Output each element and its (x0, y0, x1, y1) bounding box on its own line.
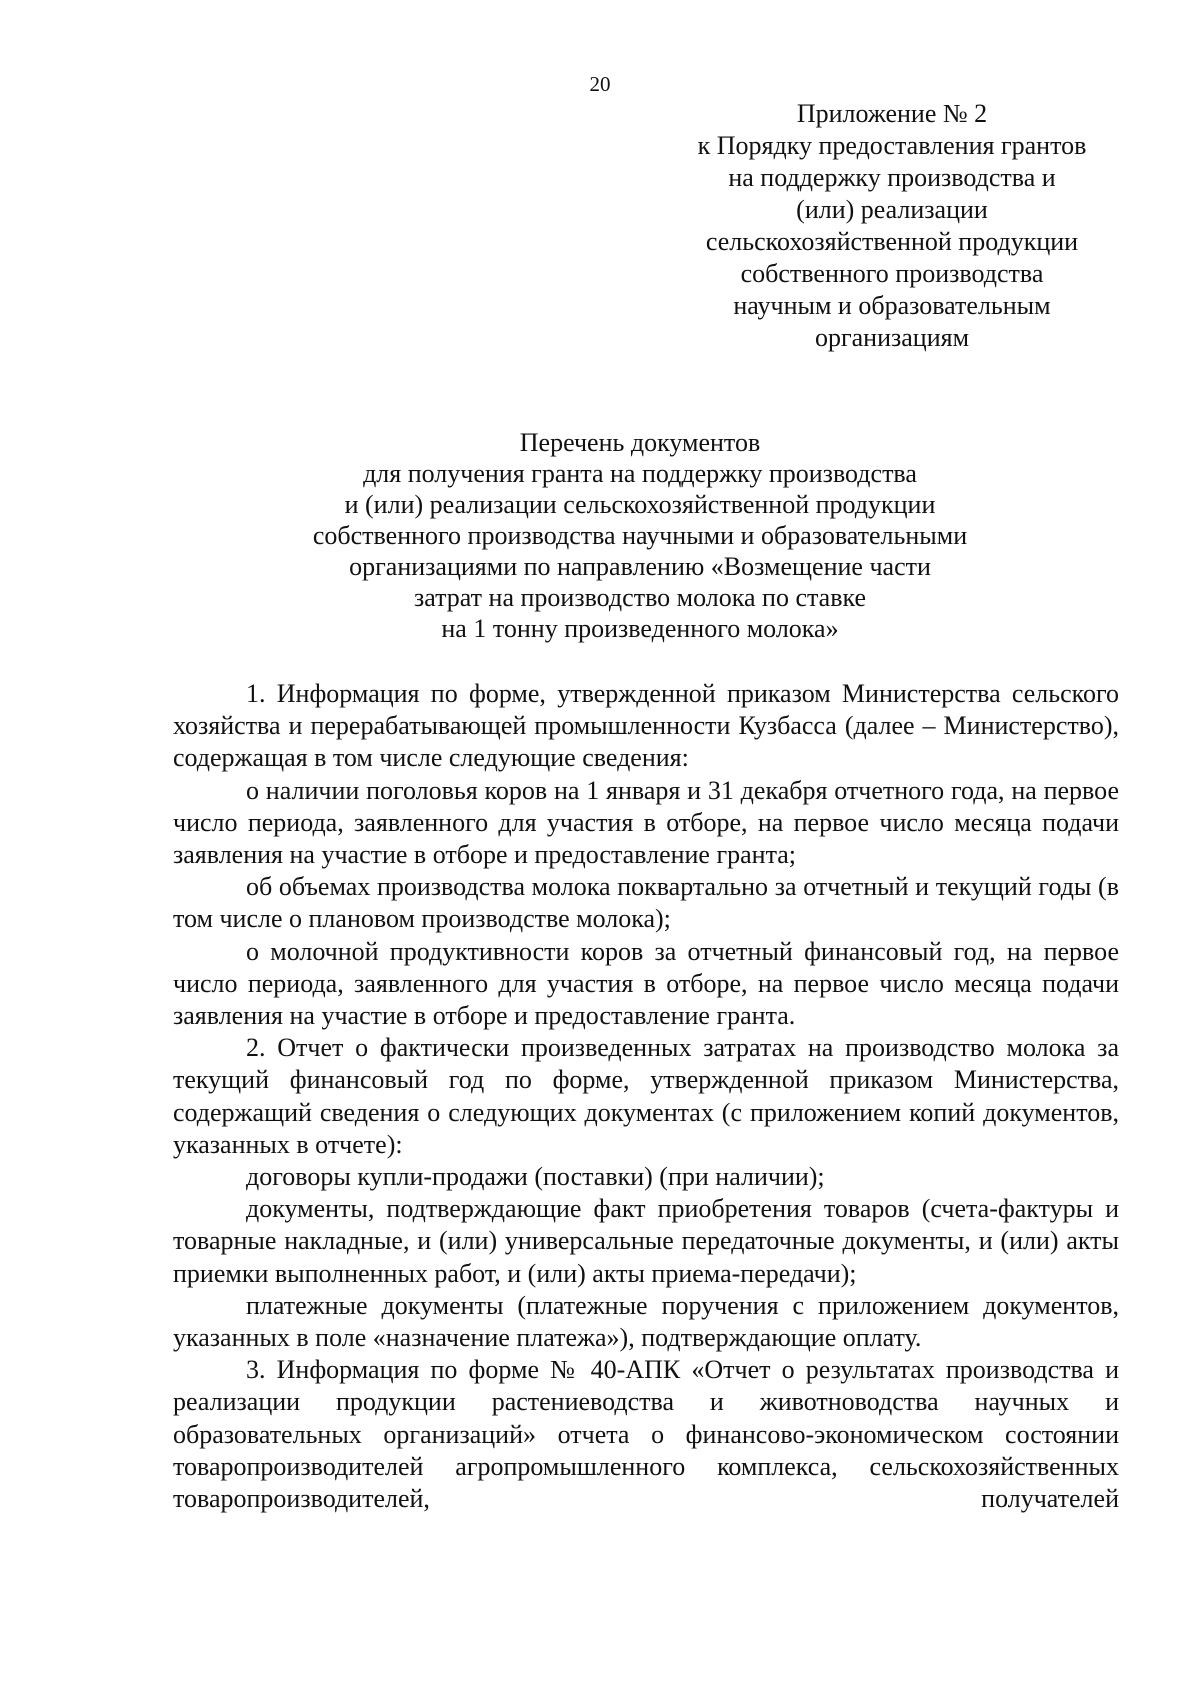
document-title (190, 427, 1090, 644)
appendix-line: научным и образовательным (733, 291, 1051, 320)
title-line: собственного производства научными и образовательными (312, 521, 968, 550)
title-line: для получения гранта на поддержку производства (363, 459, 917, 488)
appendix-line: на поддержку производства и (728, 163, 1056, 192)
title-line: затрат на производство молока по ставке (413, 583, 867, 612)
paragraph-milk-volume: об объемах производства молока поквартально за отчетный и текущий годы (в том числе о плановом производстве молока); (173, 872, 1119, 934)
appendix-line: собственного производства (740, 259, 1044, 288)
title-line: Перечень документов (519, 428, 761, 457)
title-line: организациями по направлению «Возмещение части (349, 552, 931, 581)
appendix-line: (или) реализации (796, 195, 988, 224)
title-line: и (или) реализации сельскохозяйственной продукции (344, 490, 936, 519)
appendix-line: сельскохозяйственной продукции (705, 227, 1079, 256)
appendix-line: Приложение № 2 (796, 99, 988, 128)
paragraph-payment-docs: платежные документы (платежные поручения с приложением документов, указанных в поле «назначение платежа»), подтверждающие оплату. (173, 1290, 1119, 1353)
title-line: на 1 тонну произведенного молока» (441, 614, 839, 643)
appendix-line: организациям (814, 323, 970, 352)
paragraph-contracts: договоры купли-продажи (поставки) (при наличии); (246, 1162, 825, 1192)
paragraph-milk-productivity: о молочной продуктивности коров за отчетный финансовый год, на первое число периода, заявленного для участия в отборе, на первое число месяца подачи заявления на участие в отборе и предоставление гранта. (173, 936, 1119, 1031)
document-body (173, 678, 1119, 1515)
paragraph-1: 1. Информация по форме, утвержденной приказом Министерства сельского хозяйства и перерабатывающей промышленности Кузбасса (далее – Министерство), содержащая в том числе следующие сведения: (173, 679, 1119, 773)
paragraph-3: 3. Информация по форме № 40-АПК «Отчет о результатах производства и реализации продукции растениеводства и животноводства научных и образовательных организаций» отчета о финансово-экономическом состоянии товаропроизводителей агропромышленного комплекса, сельскохозяйственных товаропроизводителей, получателей (173, 1355, 1119, 1514)
page-number: 20 (589, 72, 611, 96)
appendix-line: к Порядку предоставления грантов (697, 131, 1087, 160)
paragraph-cows-count: о наличии поголовья коров на 1 января и 31 декабря отчетного года, на первое число периода, заявленного для участия в отборе, на первое число месяца подачи заявления на участие в отборе и предоставление гранта; (173, 775, 1119, 870)
paragraph-2: 2. Отчет о фактически произведенных затратах на производство молока за текущий финансовый год по форме, утвержденной приказом Министерства, содержащий сведения о следующих документах (с приложением копий документов, указанных в отчете): (173, 1033, 1119, 1159)
appendix-header (662, 98, 1122, 354)
paragraph-purchase-docs: документы, подтверждающие факт приобретения товаров (счета-фактуры и товарные накладные, и (или) универсальные передаточные документы, и (или) акты приемки выполненных работ, и (или) акты приема-передачи); (173, 1194, 1119, 1288)
